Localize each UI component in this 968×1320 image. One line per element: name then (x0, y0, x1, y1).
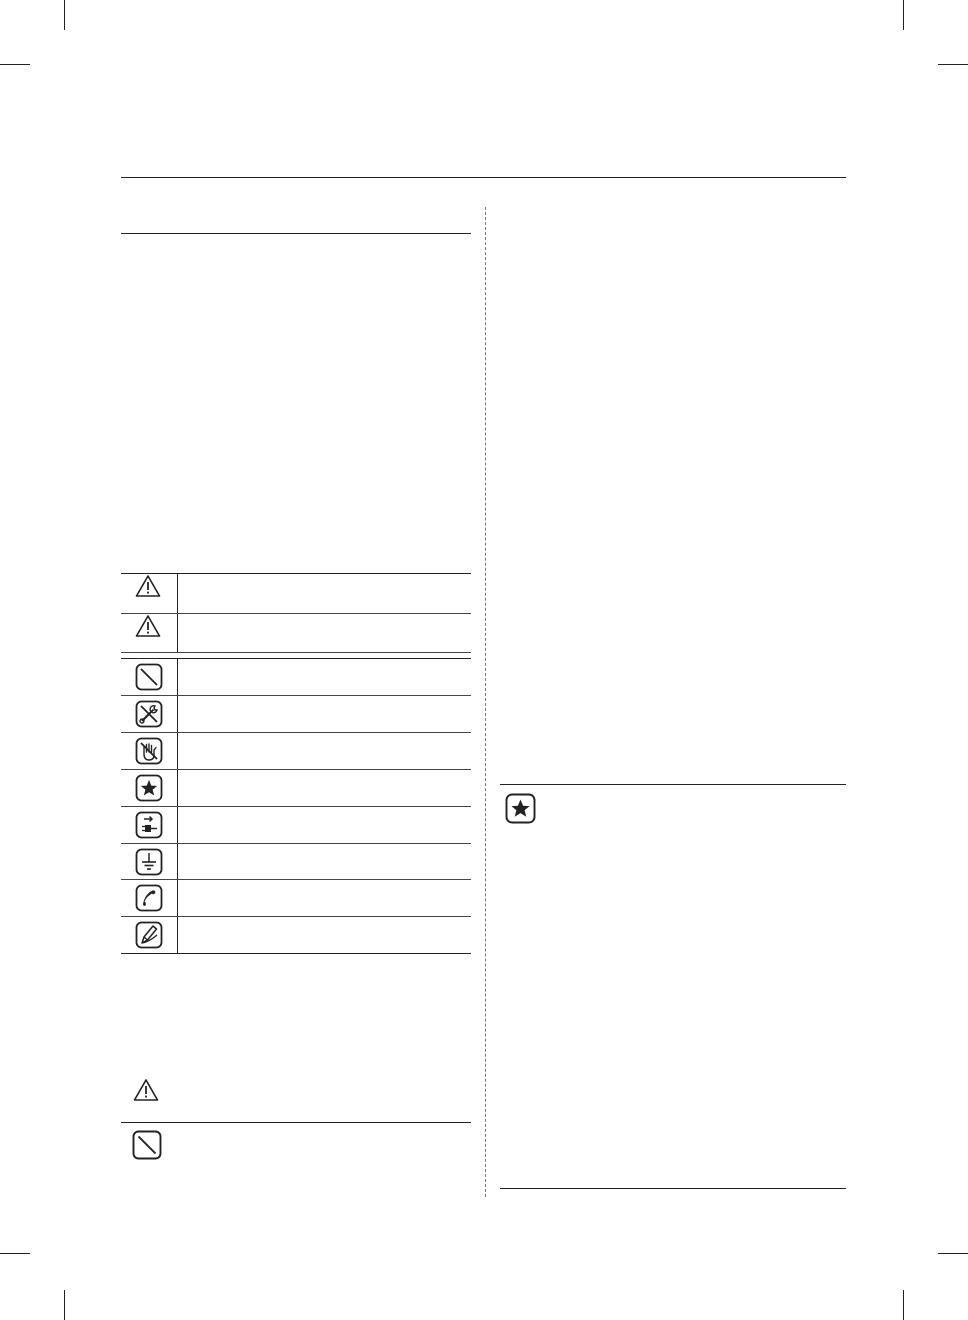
warning-triangle-icon (135, 574, 161, 598)
follow-directions-star-icon (505, 793, 536, 824)
caution-triangle-icon (135, 614, 161, 638)
prohibited-icon (135, 663, 163, 691)
crop-mark-bottom-left-v (64, 1290, 65, 1320)
do-not-touch-icon (135, 737, 163, 765)
note-pencil-icon (135, 921, 163, 949)
prohibited-icon (132, 1130, 162, 1160)
row-separator (121, 769, 471, 770)
left-section-rule (121, 233, 471, 234)
crop-mark-top-right-h (938, 64, 968, 65)
warning-triangle-icon (133, 1078, 159, 1102)
table-bottom-rule (121, 953, 471, 954)
do-not-disassemble-icon (135, 700, 163, 728)
right-note-top-rule (500, 784, 846, 785)
unplug-icon (135, 811, 163, 839)
crop-mark-top-left-v (64, 0, 65, 30)
table-top-bottom-rule (121, 652, 471, 653)
table-bottom-top-rule (121, 658, 471, 659)
crop-mark-top-right-v (903, 0, 904, 30)
ground-icon (135, 848, 163, 876)
crop-mark-bottom-left-h (0, 1253, 30, 1254)
row-separator (121, 879, 471, 880)
header-rule (121, 177, 846, 178)
left-bottom-rule (121, 1122, 471, 1123)
row-separator (121, 806, 471, 807)
crop-mark-bottom-right-v (903, 1290, 904, 1320)
row-separator (121, 732, 471, 733)
crop-mark-bottom-right-h (938, 1253, 968, 1254)
follow-directions-star-icon (135, 774, 163, 802)
row-separator (121, 916, 471, 917)
contact-service-phone-icon (135, 884, 163, 912)
crop-mark-top-left-h (0, 64, 30, 65)
column-divider (485, 207, 486, 1197)
row-separator (121, 695, 471, 696)
right-note-bottom-rule (500, 1188, 846, 1189)
row-separator (121, 613, 471, 614)
table-top-rule (121, 573, 471, 574)
row-separator (121, 843, 471, 844)
